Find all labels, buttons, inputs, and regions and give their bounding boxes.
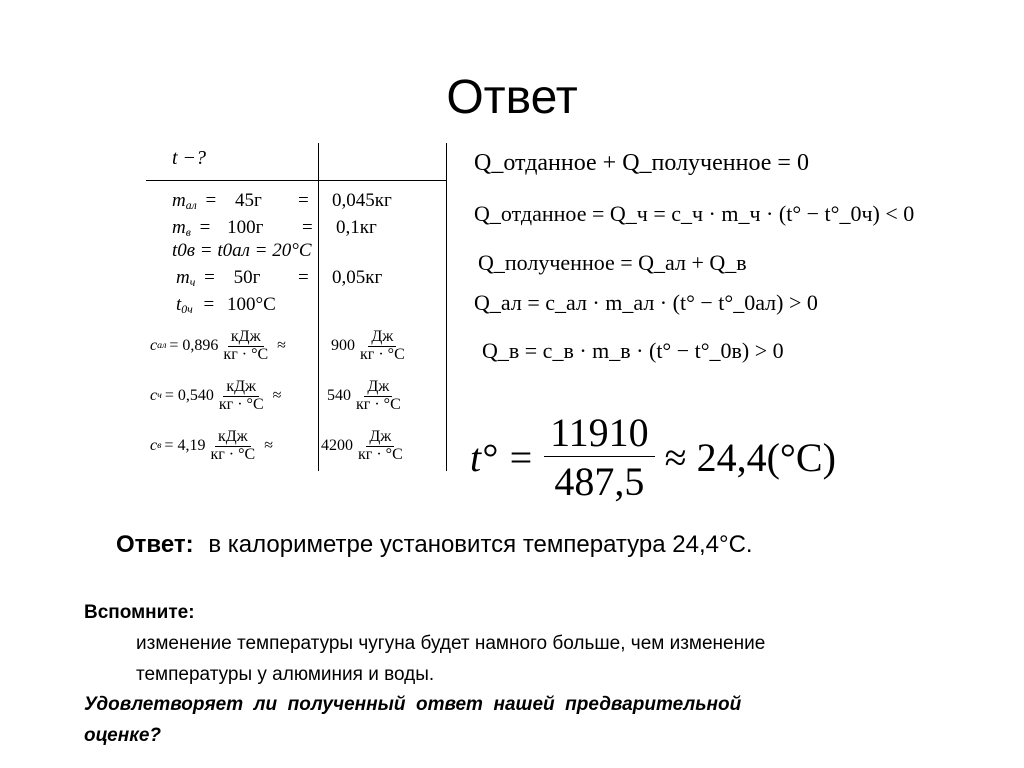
equation-heat-aluminium: Q_ал = c_ал · m_ал · (t° − t°_0ал) > 0	[474, 290, 818, 315]
heat-capacity-row: c в = 4,19 $\frac{\text{кДж}}{кг \cdot ^\circ C}$ ≈	[150, 427, 273, 463]
given-row: $m_ч = 50г$	[176, 267, 261, 289]
page-title: Ответ	[446, 71, 578, 124]
answer-line	[116, 531, 753, 559]
given-row: $m_{ал} = 45г$	[172, 190, 262, 212]
equation-heat-water: Q_в = c_в · m_в · (t° − t°_0в) > 0	[482, 338, 784, 363]
remember-label: Вспомните:	[84, 602, 195, 623]
answer-label: Ответ:	[116, 531, 194, 558]
given-row: $t_{0ч} = 100^\circ C$	[176, 294, 276, 316]
heat-capacity-row: c ал = 0,896 $\frac{\text{кДж}}{кг \cdot ^\circ C}$ ≈	[150, 327, 286, 363]
equation-heat-given: Q_отданное = Q_ч = c_ч · m_ч · (t° − t°_0ч) < 0	[474, 201, 915, 226]
question-line-1: Удовлетворяет ли полученный ответ нашей предварительной	[84, 694, 742, 715]
heat-capacity-si: 900 $\frac{Дж}{кг \cdot ^\circ C}$	[331, 327, 405, 363]
heat-capacity-si: 540 $\frac{Дж}{кг \cdot ^\circ C}$	[327, 377, 401, 413]
remember-line-2: температуры у алюминия и воды.	[136, 664, 435, 685]
table-vline-left	[318, 143, 319, 471]
equation-heat-received: Q_полученное = Q_ал + Q_в	[478, 250, 747, 275]
given-row: =	[298, 267, 309, 288]
result-fraction: $\frac{11910}{487,5}$	[544, 412, 655, 503]
heat-capacity-row: c ч = 0,540 $\frac{\text{кДж}}{кг \cdot ^\circ C}$ ≈	[150, 377, 282, 413]
equation-heat-balance: Q_отданное + Q_полученное = 0	[474, 150, 809, 176]
heat-capacity-si: 4200 $\frac{Дж}{кг \cdot ^\circ C}$	[321, 427, 403, 463]
result-formula: t° = $\frac{11910}{487,5}$ ≈ 24,4(°C)	[470, 409, 836, 504]
table-hline	[146, 180, 446, 181]
given-row-si: 0,1кг	[336, 217, 377, 238]
given-row: t0в = t0ал = 20°C	[172, 240, 312, 261]
unknown-quantity: t −?	[172, 147, 207, 169]
given-row-si: 0,045кг	[332, 190, 392, 211]
question-line-2: оценке?	[84, 725, 162, 746]
given-row: $m_в = 100г$	[172, 217, 264, 239]
remember-line-1: изменение температуры чугуна будет намного больше, чем изменение	[136, 633, 766, 654]
unit-fraction: $\frac{\text{кДж}}{кг \cdot ^\circ C}$	[223, 327, 269, 363]
given-row-si: 0,05кг	[332, 267, 383, 288]
answer-text: в калориметре установится температура 24,4°C.	[208, 531, 753, 558]
given-row: =	[302, 217, 313, 238]
table-vline-right	[446, 143, 447, 471]
given-row: =	[298, 190, 309, 211]
